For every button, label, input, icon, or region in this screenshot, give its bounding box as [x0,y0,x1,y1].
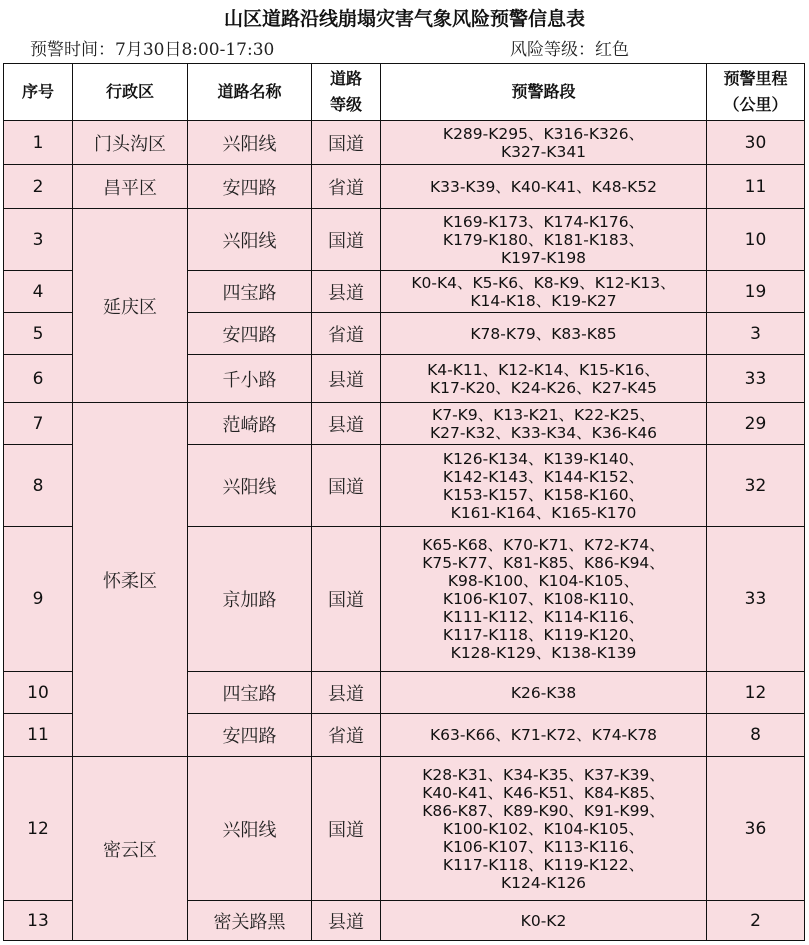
row-km: 30 [707,121,805,165]
row-seq: 7 [4,403,73,445]
row-road-grade: 县道 [312,672,381,714]
segment-line: K33-K39、K40-K41、K48-K52 [429,177,658,196]
segment-line: K65-K68、K70-K71、K72-K74、 [422,536,665,554]
row-km: 11 [707,165,805,209]
row-road-name: 京加路 [188,527,312,672]
table-title: 山区道路沿线崩塌灾害气象风险预警信息表 [223,8,585,30]
row-km: 10 [707,209,805,271]
row-seq: 2 [4,165,73,209]
row-road-name: 四宝路 [188,271,312,313]
segment-line: K63-K66、K71-K72、K74-K78 [429,726,658,744]
row-seq: 9 [4,527,73,672]
row-seq: 8 [4,445,73,527]
header-row [4,64,805,121]
row-road-grade: 国道 [312,757,381,901]
segment-line: K142-K143、K144-K152、 [442,467,645,486]
segment-line: K289-K295、K316-K326、 [442,124,645,143]
table-row [4,165,805,209]
row-seq: 12 [4,757,73,901]
segment-line: K86-K87、K89-K90、K91-K99、 [422,801,665,820]
row-segment [381,757,707,901]
segment-line: K106-K107、K113-K116、 [442,837,645,856]
row-road-grade: 省道 [312,714,381,757]
segment-line: K7-K9、K13-K21、K22-K25、 [432,405,655,424]
table-row [4,757,805,901]
row-road-grade: 县道 [312,901,381,941]
segment-line: K111-K112、K114-K116、 [442,608,645,626]
segment-line: K179-K180、K181-K183、 [442,230,645,249]
header-km [707,64,805,121]
header-km-line1: 预警里程 [723,69,788,88]
segment-line: K106-K107、K108-K110、 [442,590,645,608]
row-segment [381,403,707,445]
row-road-name: 兴阳线 [188,121,312,165]
row-segment [381,527,707,672]
row-segment [381,165,707,209]
segment-line: K117-K118、K119-K120、 [442,626,645,644]
risk-level: 风险等级：红色 [510,40,629,60]
row-km: 33 [707,527,805,672]
row-segment [381,901,707,941]
table-body [4,121,805,941]
row-road-grade: 省道 [312,313,381,355]
segment-line: K124-K126 [500,873,587,892]
row-km: 12 [707,672,805,714]
header-road-grade [312,64,381,121]
row-seq: 5 [4,313,73,355]
header-segment: 预警路段 [381,64,707,121]
segment-line: K128-K129、K138-K139 [450,644,637,662]
row-road-grade: 国道 [312,527,381,672]
segment-line: K197-K198 [500,248,587,267]
segment-line: K14-K18、K19-K27 [470,291,617,310]
row-km: 19 [707,271,805,313]
row-km: 36 [707,757,805,901]
row-segment [381,121,707,165]
row-district: 延庆区 [73,209,188,403]
warning-table [3,63,805,941]
row-seq: 6 [4,355,73,403]
segment-line: K126-K134、K139-K140、 [442,449,645,468]
row-road-grade: 国道 [312,209,381,271]
row-seq: 3 [4,209,73,271]
row-segment [381,714,707,757]
row-road-grade: 省道 [312,165,381,209]
row-road-name: 兴阳线 [188,445,312,527]
row-road-grade: 县道 [312,355,381,403]
row-district: 怀柔区 [73,403,188,757]
row-road-name: 安四路 [188,313,312,355]
row-road-name: 安四路 [188,165,312,209]
row-road-grade: 国道 [312,445,381,527]
segment-line: K26-K38 [510,683,577,702]
row-road-name: 范崎路 [188,403,312,445]
row-segment [381,445,707,527]
row-km: 2 [707,901,805,941]
segment-line: K4-K11、K12-K14、K15-K16、 [427,360,660,379]
table-row [4,121,805,165]
row-road-name: 千小路 [188,355,312,403]
row-road-name: 四宝路 [188,672,312,714]
header-km-line2: （公里） [723,95,788,114]
row-segment [381,672,707,714]
row-seq: 13 [4,901,73,941]
segment-line: K161-K164、K165-K170 [450,503,637,522]
row-segment [381,271,707,313]
segment-line: K153-K157、K158-K160、 [442,485,645,504]
table-row [4,403,805,445]
segment-line: K28-K31、K34-K35、K37-K39、 [422,765,665,784]
row-road-name: 密关路黑 [188,901,312,941]
header-seq: 序号 [4,64,73,121]
row-km: 33 [707,355,805,403]
row-seq: 11 [4,714,73,757]
row-km: 32 [707,445,805,527]
row-seq: 4 [4,271,73,313]
segment-line: K78-K79、K83-K85 [470,324,617,343]
row-road-name: 兴阳线 [188,209,312,271]
table-row [4,209,805,271]
row-road-grade: 县道 [312,403,381,445]
warning-time: 预警时间：7月30日8:00-17:30 [30,40,275,60]
segment-line: K100-K102、K104-K105、 [442,819,645,838]
segment-line: K117-K118、K119-K122、 [442,855,645,874]
row-seq: 10 [4,672,73,714]
row-km: 3 [707,313,805,355]
row-km: 8 [707,714,805,757]
row-road-grade: 县道 [312,271,381,313]
segment-line: K75-K77、K81-K85、K86-K94、 [422,554,665,572]
segment-line: K0-K2 [520,911,567,930]
segment-line: K0-K4、K5-K6、K8-K9、K12-K13、 [411,273,676,292]
row-district: 门头沟区 [73,121,188,165]
header-road-grade-line2: 等级 [329,95,362,114]
header-district: 行政区 [73,64,188,121]
row-segment [381,355,707,403]
segment-line: K327-K341 [500,142,587,161]
row-road-grade: 国道 [312,121,381,165]
row-segment [381,209,707,271]
row-km: 29 [707,403,805,445]
row-road-name: 安四路 [188,714,312,757]
segment-line: K169-K173、K174-K176、 [442,212,645,231]
row-district: 昌平区 [73,165,188,209]
header-road-grade-line1: 道路 [329,69,362,88]
row-seq: 1 [4,121,73,165]
segment-line: K17-K20、K24-K26、K27-K45 [429,378,658,397]
segment-line: K27-K32、K33-K34、K36-K46 [429,423,658,442]
row-road-name: 兴阳线 [188,757,312,901]
row-district: 密云区 [73,757,188,941]
segment-line: K40-K41、K46-K51、K84-K85、 [422,783,665,802]
header-road-name: 道路名称 [188,64,312,121]
row-segment [381,313,707,355]
segment-line: K98-K100、K104-K105、 [447,572,640,590]
